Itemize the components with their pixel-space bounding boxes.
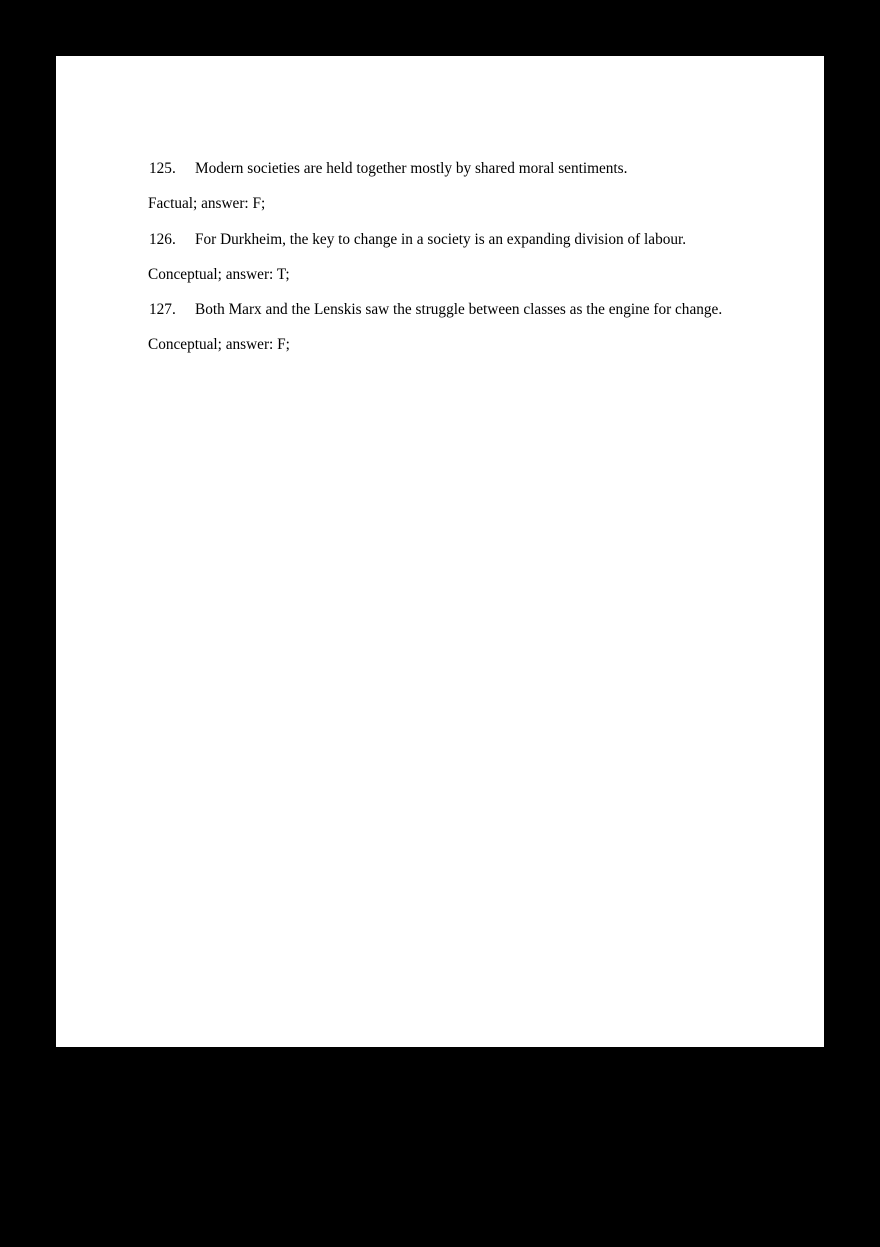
question-line — [149, 232, 749, 247]
question-text: Both Marx and the Lenskis saw the struggle between classes as the engine for change. — [195, 301, 723, 319]
qa-item-126 — [149, 232, 749, 283]
question-number: 125. — [149, 160, 176, 177]
document-body — [149, 161, 749, 993]
answer-line: Conceptual; answer: T; — [148, 265, 290, 283]
document-page — [56, 56, 824, 1047]
answer-line: Conceptual; answer: F; — [148, 336, 290, 354]
question-text: Modern societies are held together mostly by shared moral sentiments. — [195, 160, 628, 177]
question-text: For Durkheim, the key to change in a society is an expanding division of labour. — [195, 230, 687, 248]
question-line — [149, 302, 749, 317]
qa-item-127 — [149, 302, 749, 353]
answer-line: Factual; answer: F; — [148, 195, 266, 213]
question-line — [149, 161, 749, 176]
qa-item-125 — [149, 161, 749, 212]
question-number: 127. — [149, 301, 176, 319]
page-whitespace — [149, 373, 749, 993]
question-number: 126. — [149, 230, 176, 248]
